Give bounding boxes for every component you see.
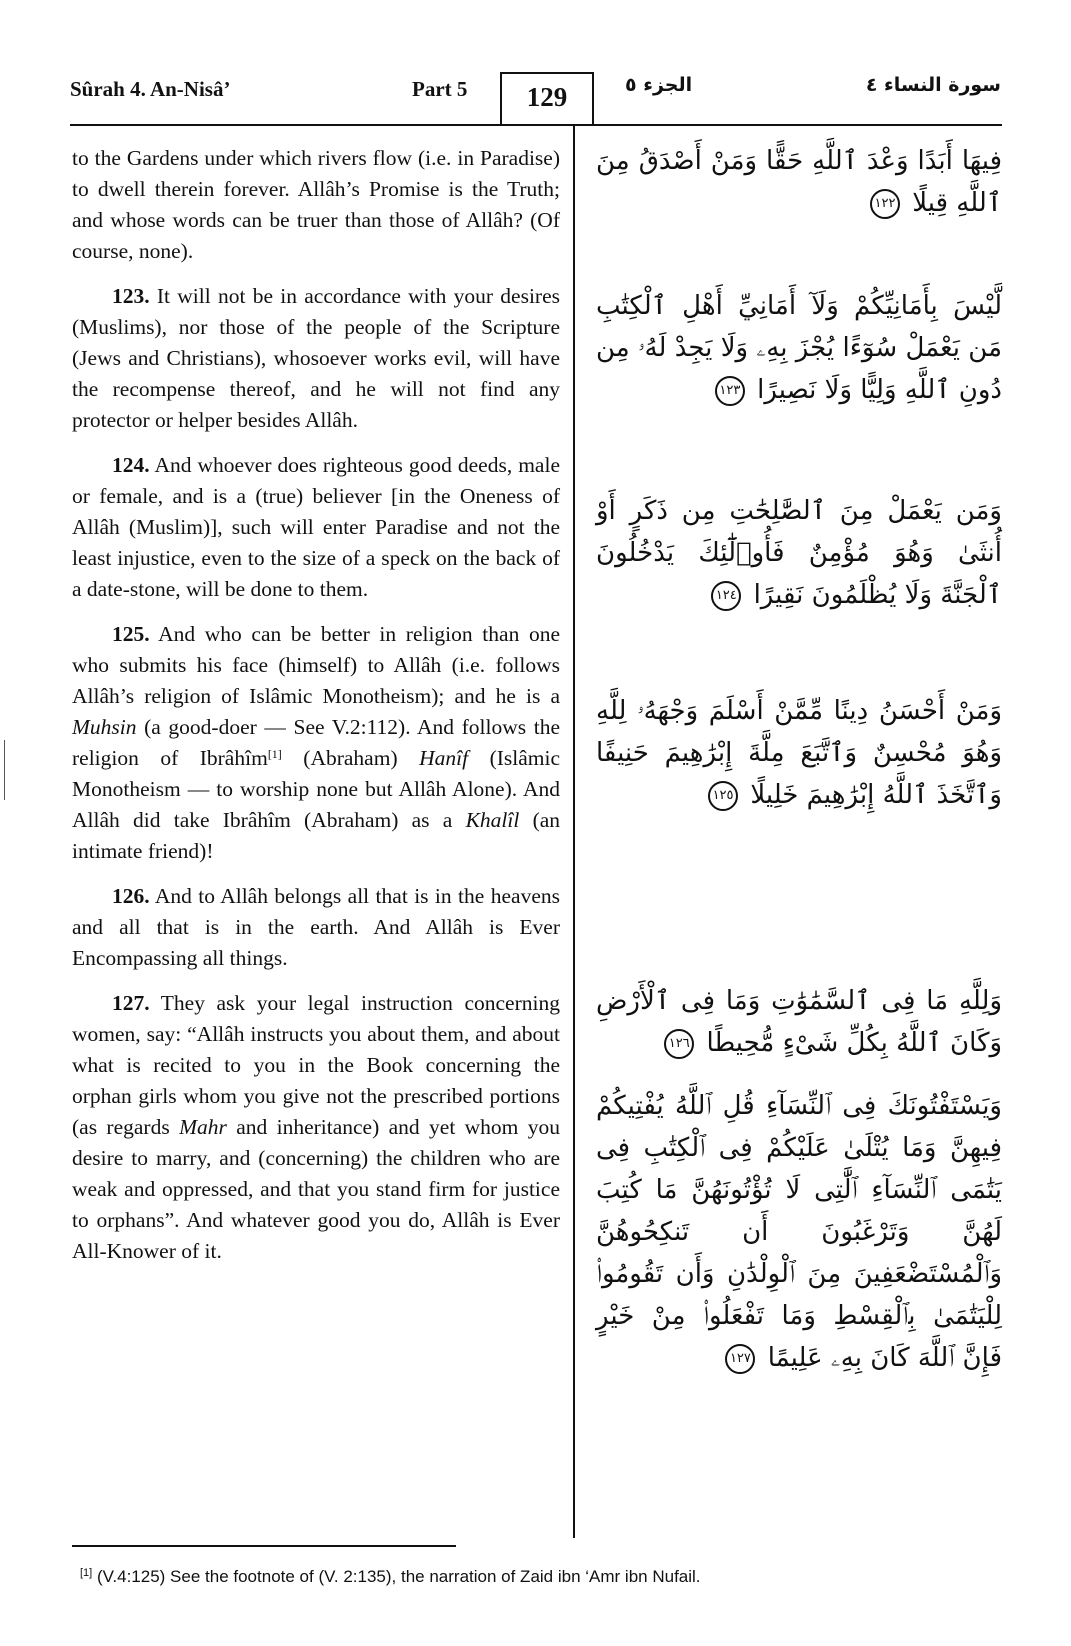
ayah-end-mark: ١٢٦ bbox=[664, 1029, 694, 1059]
footnote-rule bbox=[72, 1545, 456, 1547]
verse-123-english: 123. It will not be in accordance with your desires (Muslims), nor those of the people of the Scripture (Jews and Christians), whosoever works evil, will have the recompense thereof, and he will not find any protector or helper besides Allâh. bbox=[72, 284, 561, 432]
verse-number: 127. bbox=[112, 991, 150, 1015]
arabic-verse-125: وَمَنْ أَحْسَنُ دِينًا مِّمَّنْ أَسْلَمَ وَجْهَهُۥ لِلَّهِ وَهُوَ مُحْسِنٌ وَٱتَّبَعَ مِلَّةَ إِبْرَٰهِيمَ حَنِيفًا وَٱتَّخَذَ ٱللَّهُ إِبْرَٰهِيمَ خَلِيلًا ١٢٥ bbox=[596, 696, 1002, 810]
verse-number: 124. bbox=[112, 453, 150, 477]
ayah-end-mark: ١٢٧ bbox=[725, 1344, 755, 1374]
header-rule bbox=[70, 124, 1002, 126]
surah-title-arabic: سورة النساء ٤ bbox=[865, 74, 1001, 96]
footnote-mark: [1] bbox=[80, 1567, 93, 1579]
footnote bbox=[80, 1567, 701, 1587]
page-number: 129 bbox=[500, 72, 594, 124]
verse-number: 123. bbox=[112, 284, 150, 308]
verse-number: 126. bbox=[112, 884, 150, 908]
surah-title-english: Sûrah 4. An-Nisâ’ bbox=[70, 77, 231, 101]
arabic-verse-123: لَّيْسَ بِأَمَانِيِّكُمْ وَلَآ أَمَانِيِّ أَهْلِ ٱلْكِتَٰبِ مَن يَعْمَلْ سُوٓءًا يُجْزَ بِهِۦ وَلَا يَجِدْ لَهُۥ مِن دُونِ ٱللَّهِ وَلِيًّا وَلَا نَصِيرًا ١٢٣ bbox=[596, 291, 1002, 405]
part-label: Part 5 bbox=[412, 77, 468, 101]
page-header bbox=[0, 0, 1071, 140]
juz-label-arabic: الجزء ٥ bbox=[625, 74, 693, 96]
ayah-end-mark: ١٢٤ bbox=[711, 581, 741, 611]
verse-125-english: 125. And who can be better in religion than one who submits his face (himself) to Allâh (i.e. follows Allâh’s religion of Islâmic Monotheism); and he is a Muhsin (a good-doer — See V.2:112). And follows the religion of Ibrâhîm[1] (Abraham) Hanîf (Islâmic Monotheism — to worship none but Allâh Alone). And Allâh did take Ibrâhîm (Abraham) as a Khalîl (an intimate friend)! bbox=[72, 622, 561, 863]
verse-126-english: 126. And to Allâh belongs all that is in the heavens and all that is in the earth. And Allâh is Ever Encompassing all things. bbox=[72, 884, 560, 970]
ayah-end-mark: ١٢٣ bbox=[715, 376, 745, 406]
verse-number: 125. bbox=[112, 622, 150, 646]
verse-127-english: 127. They ask your legal instruction concerning women, say: “Allâh instructs you about them, and about what is recited to you in the Book concerning the orphan girls whom you give not the prescribed portions (as regards Mahr and inheritance) and yet whom you desire to marry, and (concerning) the children who are weak and oppressed, and that you stand firm for justice to orphans”. And whatever good you do, Allâh is Ever All-Knower of it. bbox=[72, 991, 561, 1263]
margin-mark bbox=[4, 740, 5, 800]
footnote-text: (V.4:125) See the footnote of (V. 2:135), the narration of Zaid ibn ‘Amr ibn Nufail. bbox=[96, 1567, 701, 1586]
ayah-end-mark: ١٢٥ bbox=[708, 781, 738, 811]
arabic-verse-127: وَيَسْتَفْتُونَكَ فِى ٱلنِّسَآءِ قُلِ ٱللَّهُ يُفْتِيكُمْ فِيهِنَّ وَمَا يُتْلَىٰ عَلَيْكُمْ فِى ٱلْكِتَٰبِ فِى يَتَٰمَى ٱلنِّسَآءِ ٱلَّٰتِى لَا تُؤْتُونَهُنَّ مَا كُتِبَ لَهُنَّ وَتَرْغَبُونَ أَن تَنكِحُوهُنَّ وَٱلْمُسْتَضْعَفِينَ مِنَ ٱلْوِلْدَٰنِ وَأَن تَقُومُوا۟ لِلْيَتَٰمَىٰ بِٱلْقِسْطِ وَمَا تَفْعَلُوا۟ مِنْ خَيْرٍ فَإِنَّ ٱللَّهَ كَانَ بِهِۦ عَلِيمًا ١٢٧ bbox=[596, 1091, 1002, 1373]
verse-124-english: 124. And whoever does righteous good deeds, male or female, and is a (true) believer [in the Oneness of Allâh (Muslim)], such will enter Paradise and not the least injustice, even to the size of a speck on the back of a date-stone, will be done to them. bbox=[72, 453, 560, 601]
footnote-marker[interactable]: [1] bbox=[267, 747, 282, 761]
arabic-verse-122: فِيهَا أَبَدًا وَعْدَ ٱللَّهِ حَقًّا وَمَنْ أَصْدَقُ مِنَ ٱللَّهِ قِيلًا ١٢٢ bbox=[596, 146, 1002, 218]
verse-122-continuation: to the Gardens under which rivers flow (i.e. in Paradise) to dwell therein forever. Allâh’s Promise is the Truth; and whose words can be truer than those of Allâh? (Of course, none). bbox=[72, 146, 560, 263]
arabic-verse-124: وَمَن يَعْمَلْ مِنَ ٱلصَّٰلِحَٰتِ مِن ذَكَرٍ أَوْ أُنثَىٰ وَهُوَ مُؤْمِنٌ فَأُو۟لَٰٓئِكَ يَدْخُلُونَ ٱلْجَنَّةَ وَلَا يُظْلَمُونَ نَقِيرًا ١٢٤ bbox=[596, 496, 1002, 610]
ayah-end-mark: ١٢٢ bbox=[870, 189, 900, 219]
arabic-verse-126: وَلِلَّهِ مَا فِى ٱلسَّمَٰوَٰتِ وَمَا فِى ٱلْأَرْضِ وَكَانَ ٱللَّهُ بِكُلِّ شَىْءٍ مُّحِيطًا ١٢٦ bbox=[596, 986, 1002, 1058]
english-column bbox=[72, 143, 560, 1281]
column-divider bbox=[573, 126, 575, 1538]
